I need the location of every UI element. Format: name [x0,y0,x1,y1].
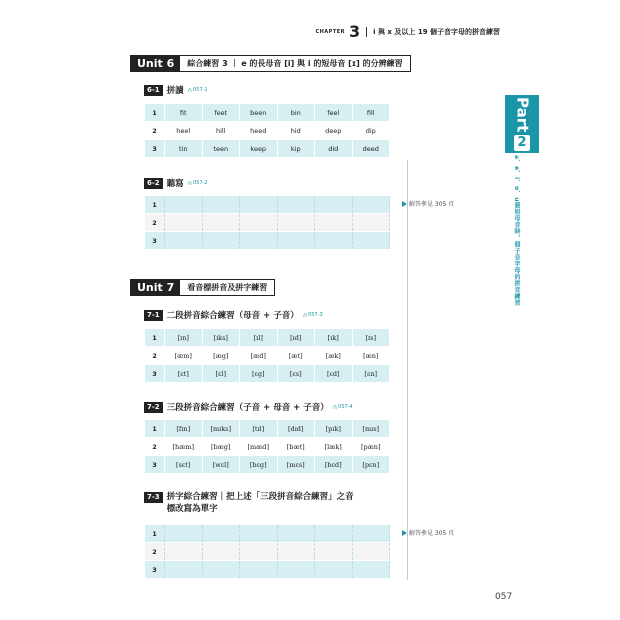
word-cell: did [315,140,353,158]
word-cell: deed [352,140,390,158]
table-row [145,329,390,347]
unit-7-title: 看音標拼音及拼字練習 [187,283,268,292]
part-tab [505,95,539,153]
section-title: 聽寫 [166,179,184,189]
answer-row [145,214,390,232]
chapter-label: CHAPTER [315,29,346,35]
word-cell: hid [277,122,315,140]
unit-6-title: 綜合練習 3 ｜ e 的長母音 [i] 與 i 的短母音 [ɪ] 的分辨練習 [187,59,403,68]
answer-cell[interactable] [165,196,203,214]
answer-cell[interactable] [202,525,240,543]
audio-track-number: 057-1 [193,87,208,93]
answer-cell[interactable] [315,561,353,579]
answer-cell[interactable] [315,543,353,561]
word-cell: [ɛt] [165,365,203,383]
word-cell: feel [315,104,353,122]
word-cell: fill [352,104,390,122]
section-badge: 7-3 [144,492,163,503]
answer-cell[interactable] [315,232,353,250]
word-cell: heed [240,122,278,140]
running-header [315,22,500,41]
word-cell: fit [165,104,203,122]
section-7-2-heading [144,401,353,413]
section-title-line-1: 拼字綜合練習｜把上述「三段拼音綜合練習」之音 [166,492,354,502]
word-cell: [æn] [352,347,390,365]
answer-cell[interactable] [352,561,390,579]
answer-cell[interactable] [165,543,203,561]
chapter-number: 3 [349,22,361,41]
word-cell: feet [202,104,240,122]
unit-6-heading [130,55,411,72]
audio-track[interactable] [303,312,323,319]
row-number: 2 [145,347,165,365]
word-cell: [læk] [315,438,353,456]
answer-cell[interactable] [240,525,278,543]
word-cell: [mɪks] [202,420,240,438]
part-number: 2 [514,135,530,151]
answer-cell[interactable] [352,232,390,250]
answer-cell[interactable] [240,543,278,561]
word-cell: [wɛl] [202,456,240,474]
word-cell: [ɪs] [352,329,390,347]
table-row [145,365,390,383]
row-number: 1 [145,104,165,122]
word-cell: [pæn] [352,438,390,456]
word-cell: [ɪk] [315,329,353,347]
word-cell: [tɪl] [240,420,278,438]
word-cell: [dɪd] [277,420,315,438]
answer-note-6-2 [402,199,454,208]
section-6-2-heading [144,177,208,189]
answer-cell[interactable] [240,561,278,579]
word-cell: [ɪks] [202,329,240,347]
word-cell: [pɪk] [315,420,353,438]
answer-cell[interactable] [202,196,240,214]
word-cell: keep [240,140,278,158]
answer-cell[interactable] [240,196,278,214]
row-number: 2 [145,214,165,232]
word-cell: teen [202,140,240,158]
table-row [145,438,390,456]
row-number: 1 [145,525,165,543]
word-cell: tin [165,140,203,158]
row-number: 3 [145,365,165,383]
answer-cell[interactable] [202,543,240,561]
answer-cell[interactable] [165,214,203,232]
row-number: 3 [145,456,165,474]
word-cell: [ɪl] [240,329,278,347]
unit-7-label: Unit 7 [131,280,180,295]
answer-cell[interactable] [277,543,315,561]
audio-track[interactable] [333,404,353,411]
word-cell: [sɛt] [165,456,203,474]
word-cell: [fɪn] [165,420,203,438]
row-number: 3 [145,232,165,250]
word-cell: [ɛl] [202,365,240,383]
chapter-title: i 與 x 及以上 19 個子音字母的拼音練習 [373,28,500,36]
row-number: 2 [145,438,165,456]
answer-cell[interactable] [202,214,240,232]
table-row [145,456,390,474]
word-cell: [pɛn] [352,456,390,474]
answer-cell[interactable] [240,232,278,250]
section-7-3-heading [144,491,354,515]
answer-row [145,196,390,214]
word-cell: [ɛs] [277,365,315,383]
section-badge: 7-1 [144,310,163,321]
section-badge: 7-2 [144,402,163,413]
answer-row [145,543,390,561]
section-badge: 6-1 [144,85,163,96]
headphones-icon: ∩ [187,86,193,94]
headphones-icon: ∩ [302,311,308,319]
word-cell: been [240,104,278,122]
header-divider [366,27,367,37]
table-6-2 [145,196,390,250]
answer-cell[interactable] [277,232,315,250]
answer-note-7-3 [402,528,454,537]
word-cell: [æm] [165,347,203,365]
row-number: 3 [145,140,165,158]
answer-cell[interactable] [202,561,240,579]
answer-cell[interactable] [277,525,315,543]
row-number: 1 [145,420,165,438]
answer-row [145,561,390,579]
word-cell: [bɛg] [240,456,278,474]
row-number: 2 [145,122,165,140]
table-row [145,140,390,158]
answer-cell[interactable] [352,543,390,561]
answer-cell[interactable] [277,196,315,214]
answer-cell[interactable] [202,232,240,250]
page-number: 057 [495,592,513,602]
word-cell: [mɪs] [352,420,390,438]
triangle-arrow-icon [402,530,407,536]
row-number: 3 [145,561,165,579]
word-cell: [ɪd] [277,329,315,347]
word-cell: [æk] [315,347,353,365]
word-cell: kip [277,140,315,158]
answer-cell[interactable] [240,214,278,232]
word-cell: [bɛd] [315,456,353,474]
answer-cell[interactable] [165,525,203,543]
table-row [145,420,390,438]
table-7-2 [145,420,390,474]
word-cell: [ɪn] [165,329,203,347]
table-row [145,104,390,122]
section-badge: 6-2 [144,178,163,189]
unit-7-heading [130,279,275,296]
word-cell: [mæd] [240,438,278,456]
answer-note-text: 解答參見 305 頁 [409,201,455,208]
answer-row [145,232,390,250]
word-cell: [mɛs] [277,456,315,474]
headphones-icon: ∩ [187,179,193,187]
table-7-1 [145,329,390,383]
answer-cell[interactable] [165,561,203,579]
audio-track-number: 057-2 [193,180,208,186]
word-cell: deep [315,122,353,140]
side-vertical-text: a、e、i、o、u發短母音時，個子音字母的拼音練習 [513,155,520,307]
word-cell: heel [165,122,203,140]
answer-cell[interactable] [352,196,390,214]
answer-cell[interactable] [165,232,203,250]
row-number: 1 [145,329,165,347]
word-cell: [æt] [277,347,315,365]
word-cell: [ɛd] [315,365,353,383]
answer-cell[interactable] [315,214,353,232]
section-title: 拼讀 [166,86,184,96]
answer-cell[interactable] [277,561,315,579]
table-6-1 [145,104,390,158]
answer-cell[interactable] [315,525,353,543]
word-cell: hill [202,122,240,140]
word-cell: [bæg] [202,438,240,456]
row-number: 1 [145,196,165,214]
audio-track-number: 057-3 [308,312,323,318]
answer-cell[interactable] [277,214,315,232]
answer-note-text: 解答參見 305 頁 [409,530,455,537]
table-7-3 [145,525,390,579]
word-cell: [bæt] [277,438,315,456]
section-6-1-heading [144,84,208,96]
margin-divider [407,160,408,580]
audio-track[interactable] [188,87,208,94]
word-cell: [æg] [202,347,240,365]
answer-cell[interactable] [315,196,353,214]
audio-track-number: 057-4 [338,404,353,410]
table-row [145,122,390,140]
row-number: 2 [145,543,165,561]
answer-cell[interactable] [352,525,390,543]
answer-row [145,525,390,543]
word-cell: bin [277,104,315,122]
audio-track[interactable] [188,180,208,187]
triangle-arrow-icon [402,201,407,207]
word-cell: [hæm] [165,438,203,456]
section-title-line-2: 標改寫為單字 [166,504,218,514]
headphones-icon: ∩ [332,403,338,411]
word-cell: [æd] [240,347,278,365]
section-7-1-heading [144,309,323,321]
table-row [145,347,390,365]
unit-6-label: Unit 6 [131,56,180,71]
section-title: 二段拼音綜合練習（母音 + 子音） [166,311,299,321]
word-cell: [ɛn] [352,365,390,383]
part-label: Part [513,97,532,133]
section-title: 三段拼音綜合練習（子音 + 母音 + 子音） [166,403,329,413]
word-cell: [ɛg] [240,365,278,383]
word-cell: dip [352,122,390,140]
answer-cell[interactable] [352,214,390,232]
